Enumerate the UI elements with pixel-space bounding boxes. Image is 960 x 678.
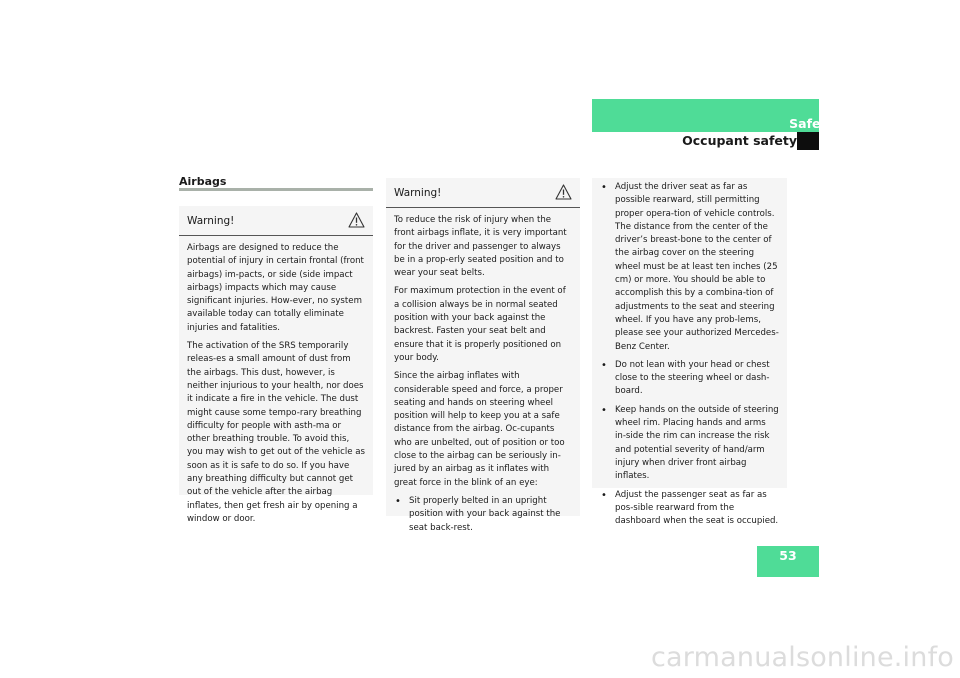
- bullet-list: [394, 495, 572, 535]
- warning-box-seating-position: [386, 178, 580, 533]
- page-number: 53: [779, 548, 797, 563]
- warning-header: [386, 178, 580, 208]
- section-subtitle: Occupant safety: [682, 133, 797, 148]
- chapter-title: Safety and Security: [789, 116, 928, 131]
- warning-label: Warning!: [187, 215, 235, 227]
- warning-header: [179, 206, 373, 236]
- header-accent-bar: [592, 99, 819, 132]
- warning-paragraph: To reduce the risk of injury when the front airbags inflate, it is very important for the driver and passenger to always be in a prop-erly seated position and to wear your seat belts.: [394, 215, 567, 279]
- warning-paragraph: Since the airbag inflates with considerable speed and force, a proper seating and hands on steering wheel position will help to keep you at a safe distance from the airbag. Oc-cupants who are unbelted, out of position or too close to the airbag can be seriously in-jured by an airbag as it inflates with great force in the blink of an eye:: [394, 371, 565, 488]
- list-item: • Do not lean with your head or chest close to the steering wheel or dash-board.: [600, 359, 779, 399]
- watermark: carmanualsonline.info: [651, 642, 954, 673]
- warning-body: [592, 178, 787, 541]
- warning-triangle-icon: [555, 184, 572, 200]
- warning-box-continued: [592, 178, 787, 527]
- section-heading: Airbags: [179, 175, 227, 188]
- list-item: • Adjust the driver seat as far as possible rearward, still permitting proper opera-tion of vehicle controls. The distance from the center of the driver’s breast-bone to the center of the airbag cover on the steering wheel must be at least ten inches (25 cm) or more. You should be able to accomplish this by a combina-tion of adjustments to the seat and steering wheel. If you have any prob-lems, please see your authorized Mercedes-Benz Center.: [600, 181, 779, 354]
- list-item: • Adjust the passenger seat as far as pos-sible rearward from the dashboard when the seat is occupied.: [600, 489, 779, 529]
- section-divider: [179, 188, 373, 191]
- list-item: • Keep hands on the outside of steering wheel rim. Placing hands and arms in-side the rim can increase the risk and potential severity of hand/arm injury when driver front airbag inflates.: [600, 404, 779, 484]
- header-marker: [797, 132, 819, 150]
- warning-label: Warning!: [394, 187, 442, 199]
- warning-paragraph: Airbags are designed to reduce the potential of injury in certain frontal (front airbags) im-pacts, or side (side impact airbags) impacts which may cause significant injuries. How-ever, no system available today can totally eliminate injuries and fatalities.: [187, 243, 364, 333]
- bullet-list: [600, 181, 779, 528]
- warning-paragraph: For maximum protection in the event of a collision always be in normal seated position with your back against the backrest. Fasten your seat belt and ensure that it is properly positioned on your body.: [394, 286, 566, 363]
- warning-box-airbag-limits: [179, 206, 373, 524]
- warning-body: [179, 236, 373, 539]
- warning-paragraph: The activation of the SRS temporarily releas-es a small amount of dust from the airbags. This dust, however, is neither injurious to your health, nor does it indicate a fire in the vehicle. The dust might cause some tempo-rary breathing difficulty for people with asth-ma or other breathing trouble. To avoid this, you may wish to get out of the vehicle as soon as it is safe to do so. If you have any breathing difficulty but cannot get out of the vehicle after the airbag inflates, then get fresh air by opening a window or door.: [187, 341, 365, 524]
- warning-triangle-icon: [348, 212, 365, 228]
- warning-body: [386, 208, 580, 548]
- list-item: • Sit properly belted in an upright position with your back against the seat back-rest.: [394, 495, 572, 535]
